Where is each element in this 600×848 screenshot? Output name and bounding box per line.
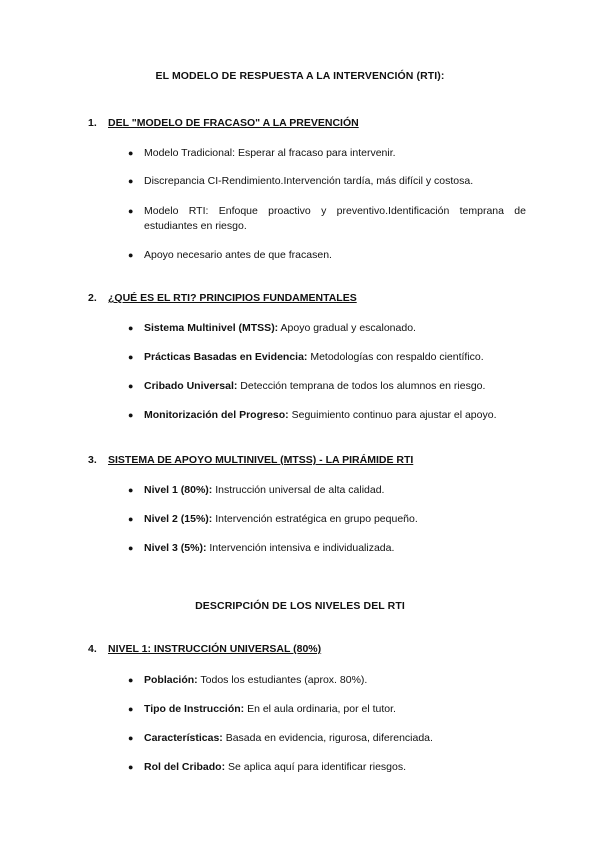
item-label: Tipo de Instrucción: [144, 703, 245, 715]
list-item [128, 702, 526, 717]
section-heading-2 [88, 292, 357, 304]
item-label: Sistema Multinivel (MTSS): [144, 322, 279, 334]
list-item-text [144, 379, 526, 394]
list-item-text [144, 483, 526, 498]
item-label: Rol del Cribado: [144, 761, 226, 773]
list-item [128, 483, 526, 498]
list-item [128, 760, 526, 775]
item-description: Basada en evidencia, rigurosa, diferenciada. [222, 732, 433, 744]
bullet-icon: ● [128, 206, 134, 216]
section-heading-4 [88, 643, 321, 655]
list-item-text [144, 731, 526, 746]
list-item-text [144, 760, 526, 775]
section-heading-text: DEL "MODELO DE FRACASO" A LA PREVENCIÓN [108, 117, 359, 129]
list-item [128, 174, 526, 189]
item-description: Intervención estratégica en grupo pequeño. [212, 513, 418, 525]
section-number: 2. [88, 292, 97, 304]
item-description: Metodologías con respaldo científico. [307, 351, 484, 363]
item-description: Instrucción universal de alta calidad. [212, 484, 385, 496]
item-description: Detección temprana de todos los alumnos en riesgo. [237, 380, 486, 392]
item-description: Todos los estudiantes (aprox. 80%). [197, 674, 368, 686]
bullet-icon: ● [128, 323, 134, 333]
section-heading-text: NIVEL 1: INSTRUCCIÓN UNIVERSAL (80%) [108, 643, 322, 655]
item-label: Población: [144, 674, 198, 686]
item-label: Monitorización del Progreso: [144, 409, 289, 421]
item-label: Nivel 3 (5%): [144, 542, 207, 554]
bullet-icon: ● [128, 675, 134, 685]
bullet-icon: ● [128, 250, 134, 260]
list-item-text [144, 512, 526, 527]
list-item-text [144, 541, 526, 556]
list-item [128, 379, 526, 394]
bullet-icon: ● [128, 485, 134, 495]
section-heading-text: SISTEMA DE APOYO MULTINIVEL (MTSS) - LA PIRÁMIDE RTI [108, 454, 414, 466]
item-label: Cribado Universal: [144, 380, 238, 392]
list-item-text: Modelo Tradicional: Esperar al fracaso para intervenir. [144, 147, 396, 159]
list-item [128, 541, 526, 556]
list-item [128, 512, 526, 527]
bullet-icon: ● [128, 381, 134, 391]
item-description: En el aula ordinaria, por el tutor. [244, 703, 396, 715]
bullet-icon: ● [128, 514, 134, 524]
item-description: Se aplica aquí para identificar riesgos. [225, 761, 407, 773]
section-number: 3. [88, 454, 97, 466]
item-label: Características: [144, 732, 223, 744]
list-item-text [144, 408, 526, 423]
list-item [128, 673, 526, 688]
list-item [128, 248, 526, 263]
section-subtitle: DESCRIPCIÓN DE LOS NIVELES DEL RTI [195, 600, 405, 612]
list-item [128, 731, 526, 746]
list-item-text: Apoyo necesario antes de que fracasen. [144, 249, 332, 261]
bullet-icon: ● [128, 352, 134, 362]
item-label: Nivel 1 (80%): [144, 484, 213, 496]
section-heading-1 [88, 117, 359, 129]
list-item-text [144, 702, 526, 717]
item-label: Prácticas Basadas en Evidencia: [144, 351, 308, 363]
list-item-text [144, 350, 526, 365]
list-item [128, 350, 526, 365]
item-description: Apoyo gradual y escalonado. [278, 322, 416, 334]
item-description: Intervención intensiva e individualizada. [206, 542, 395, 554]
list-item [128, 146, 526, 161]
list-item-text [144, 673, 526, 688]
list-item [128, 408, 526, 423]
bullet-icon: ● [128, 543, 134, 553]
bullet-icon: ● [128, 733, 134, 743]
bullet-icon: ● [128, 762, 134, 772]
section-number: 4. [88, 643, 97, 655]
bullet-icon: ● [128, 148, 134, 158]
section-number: 1. [88, 117, 97, 129]
list-item [128, 204, 526, 234]
item-label: Nivel 2 (15%): [144, 513, 213, 525]
section-heading-3 [88, 454, 413, 466]
list-item-text: Discrepancia CI-Rendimiento.Intervención tardía, más difícil y costosa. [144, 175, 474, 187]
list-item-text: Modelo RTI: Enfoque proactivo y preventivo.Identificación temprana de estudiantes en riesgo. [144, 205, 526, 232]
document-title: EL MODELO DE RESPUESTA A LA INTERVENCIÓN (RTI): [155, 70, 445, 82]
bullet-icon: ● [128, 176, 134, 186]
list-item-text [144, 321, 526, 336]
section-heading-text: ¿QUÉ ES EL RTI? PRINCIPIOS FUNDAMENTALES [108, 292, 357, 304]
bullet-icon: ● [128, 704, 134, 714]
item-description: Seguimiento continuo para ajustar el apoyo. [288, 409, 497, 421]
list-item [128, 321, 526, 336]
bullet-icon: ● [128, 410, 134, 420]
